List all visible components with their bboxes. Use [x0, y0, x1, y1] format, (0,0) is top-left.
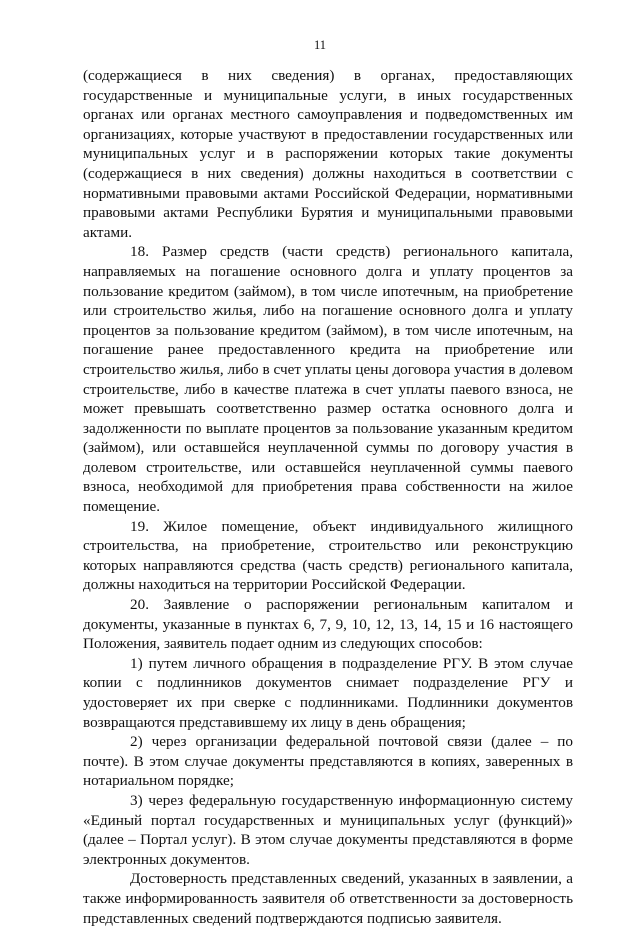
paragraph-continuation: (содержащиеся в них сведения) в органах, предоставляющих государственные и муниципальные услуги, в иных государственных органах или органах местного самоуправления и подведомственных им организациях, которые участвуют в предоставлении государственных или муниципальных услуг и в распоряжении которых такие документы (содержащиеся в них сведения) должны находиться в соответствии с нормативными правовыми актами Российской Федерации, нормативными правовыми актами Республики Бурятия и муниципальными правовыми актами.	[83, 67, 573, 241]
paragraph-subitem-3: 3) через федеральную государственную информационную систему «Единый портал государственных и муниципальных услуг (функций)» (далее – Портал услуг). В этом случае документы представляются в форме электронных документов.	[83, 791, 573, 868]
paragraph-subitem-1: 1) путем личного обращения в подразделение РГУ. В этом случае копии с подлинников документов снимает подразделение РГУ и удостоверяет их при сверке с подлинниками. Подлинники документов возвращаются представившему их лицу в день обращения;	[83, 654, 573, 731]
paragraph-item-19: 19. Жилое помещение, объект индивидуального жилищного строительства, на приобретение, строительство или реконструкцию которых направляются средства (часть средств) регионального капитала, должны находиться на территории Российской Федерации.	[83, 517, 573, 594]
paragraph-subitem-2: 2) через организации федеральной почтовой связи (далее – по почте). В этом случае документы представляются в копиях, заверенных в нотариальном порядке;	[83, 733, 573, 790]
document-body	[83, 66, 573, 928]
paragraph-reliability: Достоверность представленных сведений, указанных в заявлении, а также информированность заявителя об ответственности за достоверность представленных сведений подтверждаются подписью заявителя.	[83, 870, 573, 927]
paragraph-item-20: 20. Заявление о распоряжении региональным капиталом и документы, указанные в пунктах 6, 7, 9, 10, 12, 13, 14, 15 и 16 настоящего Положения, заявитель подает одним из следующих способов:	[83, 596, 573, 653]
paragraph-item-18: 18. Размер средств (части средств) регионального капитала, направляемых на погашение основного долга и уплату процентов за пользование кредитом (займом), в том числе ипотечным, на приобретение или строительство жилья, либо на погашение основного долга и уплату процентов за пользование кредитом (займом), в том числе ипотечным, на погашение ранее предоставленного кредита на приобретение или строительство жилья, либо в счет уплаты цены договора участия в долевом строительстве, либо в качестве платежа в счет уплаты паевого взноса, не может превышать соответственно размер остатка основного долга и задолженности по выплате процентов за пользование указанным кредитом (займом), или оставшейся неуплаченной суммы по договору участия в долевом строительстве, или оставшейся неуплаченной суммы паевого взноса, необходимой для приобретения права собственности на жилое помещение.	[83, 243, 573, 516]
page-number: 11	[313, 38, 327, 52]
